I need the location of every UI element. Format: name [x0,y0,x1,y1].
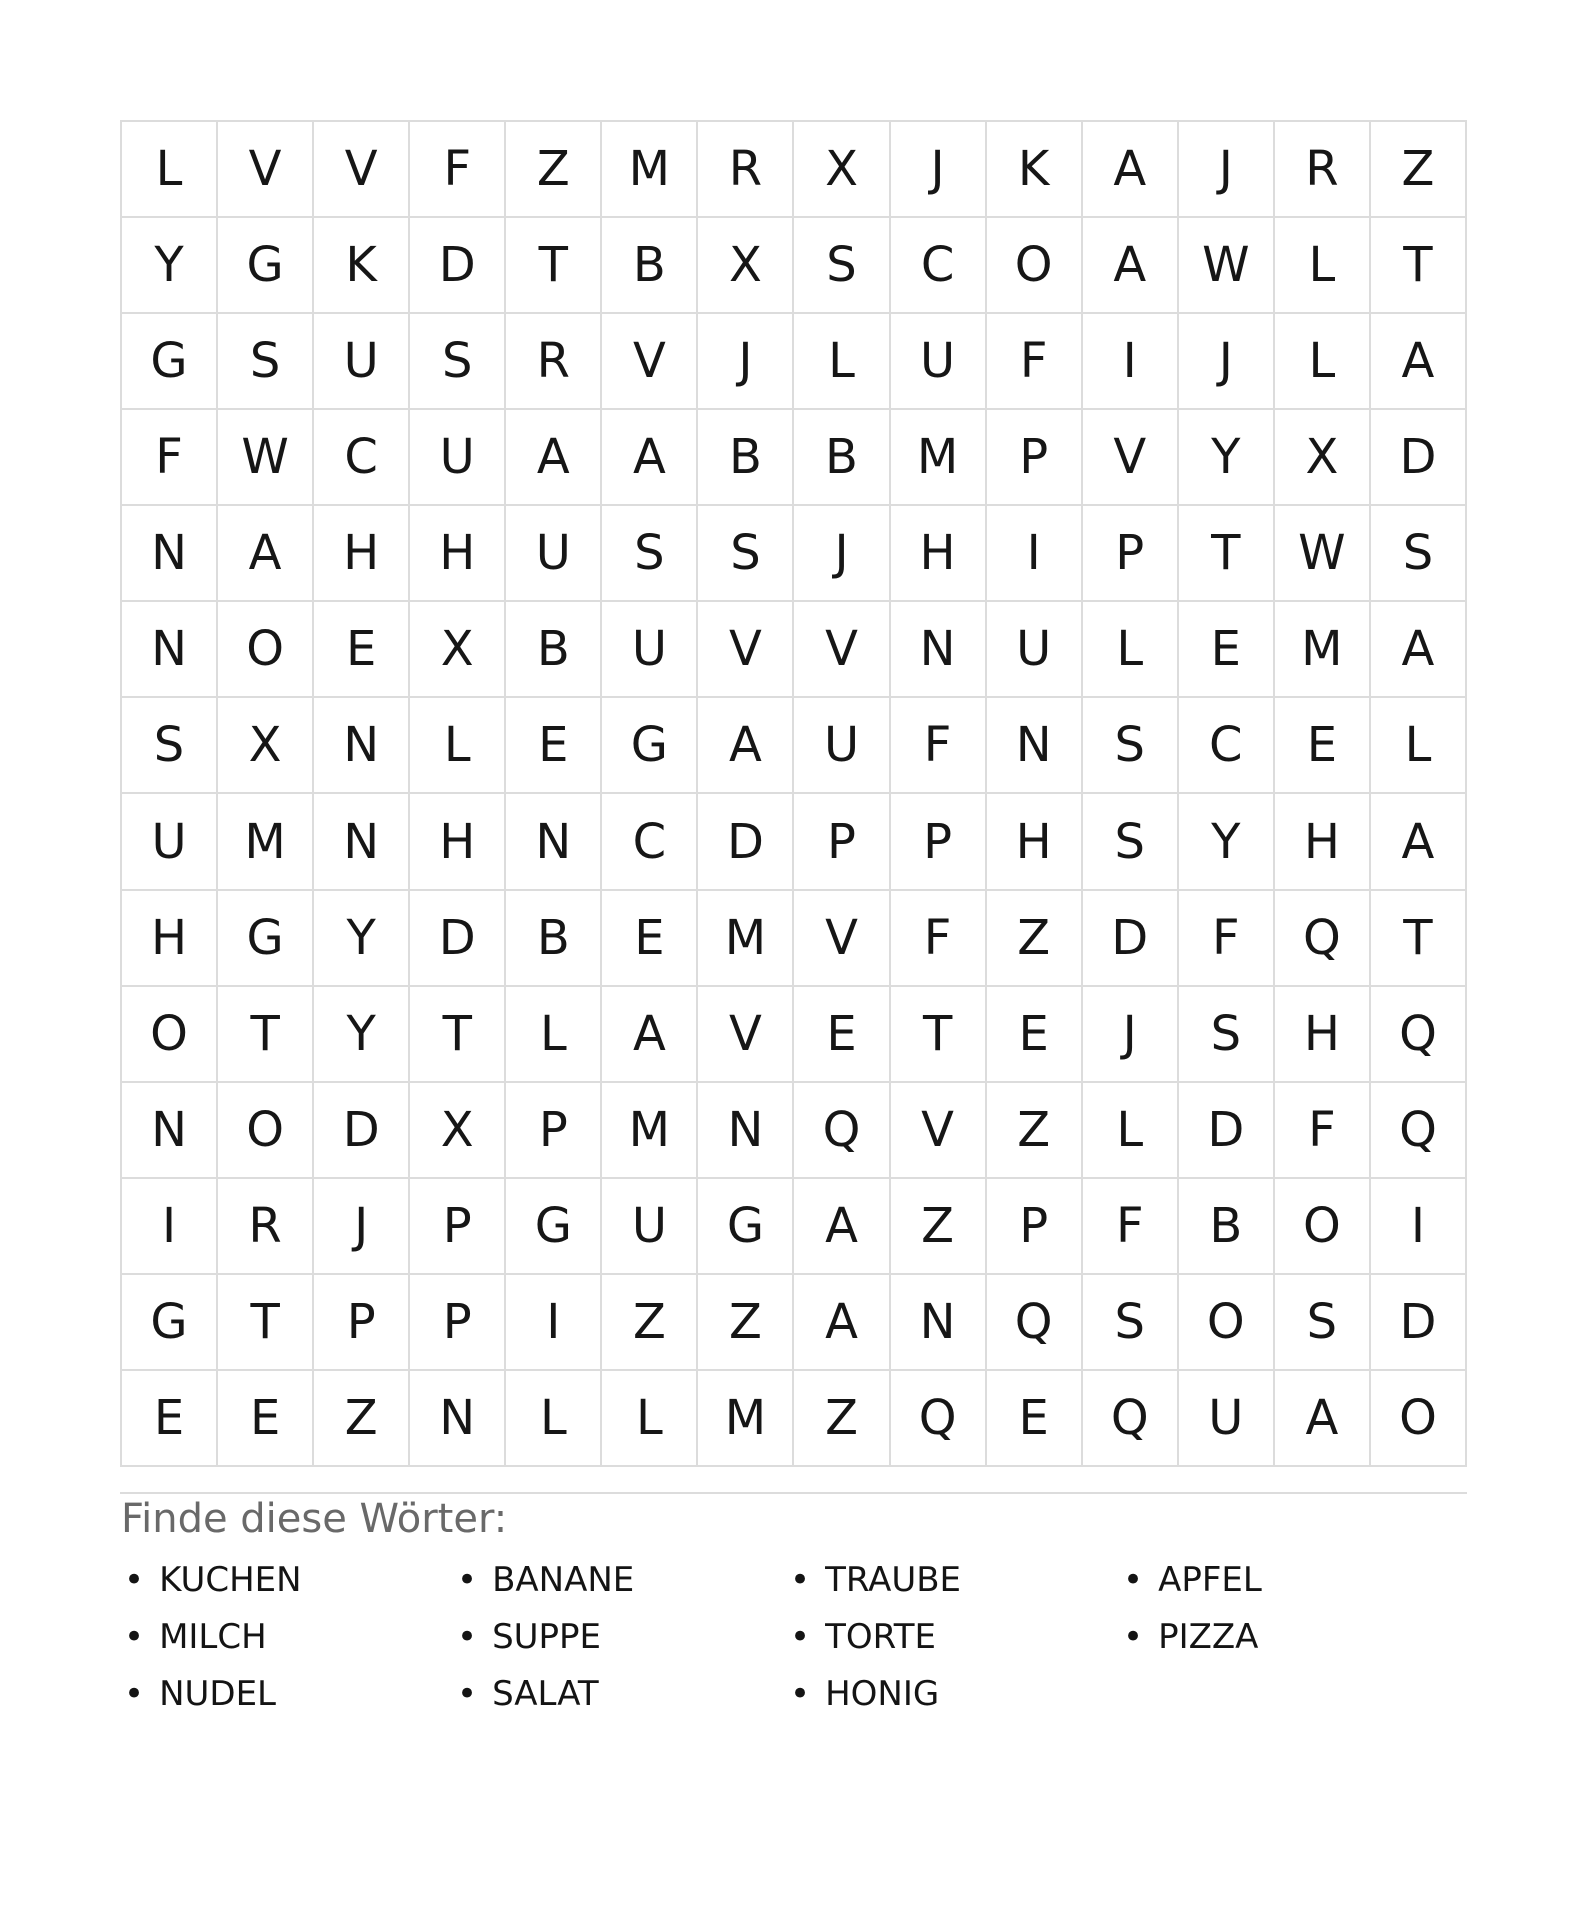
word-label: APFEL [1158,1559,1262,1600]
grid-cell[interactable]: O [1179,1275,1273,1369]
grid-cell[interactable]: N [698,1083,792,1177]
grid-cell[interactable]: M [698,891,792,985]
grid-cell[interactable]: F [987,314,1081,408]
word-list-column [1123,1551,1456,1722]
grid-cell[interactable]: E [794,987,888,1081]
bullet-icon: • [457,1616,478,1657]
grid-cell[interactable]: Z [987,891,1081,985]
grid-cell[interactable]: L [122,122,216,216]
bullet-icon: • [1123,1559,1144,1600]
grid-cell[interactable]: V [218,122,312,216]
grid-cell[interactable]: Z [987,1083,1081,1177]
grid-cell[interactable]: R [506,314,600,408]
word-list-heading: Finde diese Wörter: [121,1496,508,1542]
grid-cell[interactable]: B [506,602,600,696]
word-list-item [124,1665,457,1722]
word-list-item [457,1608,790,1665]
grid-cell[interactable]: C [314,410,408,504]
grid-cell[interactable]: D [698,794,792,888]
grid-cell[interactable]: K [987,122,1081,216]
grid-cell[interactable]: T [1371,891,1465,985]
grid-cell[interactable]: E [1275,698,1369,792]
grid-cell[interactable]: N [891,602,985,696]
grid-cell[interactable]: B [698,410,792,504]
grid-cell[interactable]: F [1275,1083,1369,1177]
grid-cell[interactable]: U [410,410,504,504]
grid-cell[interactable]: E [314,602,408,696]
grid-cell[interactable]: T [218,987,312,1081]
bullet-icon: • [790,1616,811,1657]
grid-cell[interactable]: N [122,506,216,600]
grid-cell[interactable]: C [602,794,696,888]
grid-cell[interactable]: E [1179,602,1273,696]
grid-cell[interactable]: L [1083,1083,1177,1177]
grid-cell[interactable]: P [987,1179,1081,1273]
word-list-item [790,1608,1123,1665]
grid-cell[interactable]: A [218,506,312,600]
grid-cell[interactable]: I [122,1179,216,1273]
grid-cell[interactable]: H [1275,987,1369,1081]
word-label: SUPPE [492,1616,602,1657]
grid-cell[interactable]: F [1179,891,1273,985]
separator-line [120,1492,1467,1494]
grid-cell[interactable]: G [218,218,312,312]
grid-cell[interactable]: G [698,1179,792,1273]
grid-cell[interactable]: J [794,506,888,600]
grid-cell[interactable]: L [506,1371,600,1465]
grid-cell[interactable]: U [891,314,985,408]
grid-cell[interactable]: U [1179,1371,1273,1465]
grid-cell[interactable]: J [1179,314,1273,408]
word-list-item [1123,1551,1456,1608]
grid-cell[interactable]: V [698,602,792,696]
grid-cell[interactable]: V [891,1083,985,1177]
grid-cell[interactable]: T [410,987,504,1081]
grid-cell[interactable]: L [1275,314,1369,408]
bullet-icon: • [457,1559,478,1600]
bullet-icon: • [457,1673,478,1714]
word-label: PIZZA [1158,1616,1259,1657]
grid-cell[interactable]: L [1371,698,1465,792]
grid-cell[interactable]: B [794,410,888,504]
grid-cell[interactable]: V [314,122,408,216]
grid-cell[interactable]: N [314,794,408,888]
grid-cell[interactable]: Y [1179,410,1273,504]
grid-cell[interactable]: U [794,698,888,792]
grid-cell[interactable]: S [218,314,312,408]
word-label: TORTE [825,1616,936,1657]
grid-cell[interactable]: Z [602,1275,696,1369]
grid-cell[interactable]: S [1371,506,1465,600]
word-label: SALAT [492,1673,599,1714]
grid-cell[interactable]: Y [314,987,408,1081]
grid-cell[interactable]: U [987,602,1081,696]
grid-cell[interactable]: Q [1275,891,1369,985]
grid-cell[interactable]: Q [987,1275,1081,1369]
grid-cell[interactable]: L [1275,218,1369,312]
grid-cell[interactable]: P [506,1083,600,1177]
grid-cell[interactable]: X [698,218,792,312]
grid-cell[interactable]: S [794,218,888,312]
grid-cell[interactable]: S [1179,987,1273,1081]
grid-cell[interactable]: N [987,698,1081,792]
grid-cell[interactable]: A [602,410,696,504]
bullet-icon: • [124,1616,145,1657]
grid-cell[interactable]: P [891,794,985,888]
bullet-icon: • [124,1559,145,1600]
grid-cell[interactable]: O [122,987,216,1081]
grid-cell[interactable]: N [122,602,216,696]
grid-cell[interactable]: U [122,794,216,888]
grid-cell[interactable]: I [1083,314,1177,408]
grid-cell[interactable]: W [1275,506,1369,600]
grid-cell[interactable]: C [1179,698,1273,792]
grid-cell[interactable]: P [794,794,888,888]
grid-cell[interactable]: N [314,698,408,792]
grid-cell[interactable]: D [1179,1083,1273,1177]
grid-cell[interactable]: F [1083,1179,1177,1273]
bullet-icon: • [790,1673,811,1714]
grid-cell[interactable]: A [1083,218,1177,312]
grid-cell[interactable]: Y [1179,794,1273,888]
bullet-icon: • [790,1559,811,1600]
grid-cell[interactable]: Q [1371,1083,1465,1177]
word-list [124,1551,1456,1722]
grid-cell[interactable]: H [410,794,504,888]
bullet-icon: • [124,1673,145,1714]
grid-cell[interactable]: T [218,1275,312,1369]
grid-cell[interactable]: I [1371,1179,1465,1273]
grid-cell[interactable]: V [794,602,888,696]
grid-cell[interactable]: L [506,987,600,1081]
grid-cell[interactable]: V [1083,410,1177,504]
grid-cell[interactable]: P [314,1275,408,1369]
word-label: BANANE [492,1559,635,1600]
grid-cell[interactable]: M [602,1083,696,1177]
grid-cell[interactable]: H [314,506,408,600]
grid-cell[interactable]: X [1275,410,1369,504]
word-label: KUCHEN [159,1559,302,1600]
grid-cell[interactable]: F [122,410,216,504]
grid-cell[interactable]: I [987,506,1081,600]
grid-cell[interactable]: A [1371,314,1465,408]
grid-cell[interactable]: D [1083,891,1177,985]
grid-cell[interactable]: T [1371,218,1465,312]
grid-cell[interactable]: D [314,1083,408,1177]
grid-cell[interactable]: T [506,218,600,312]
grid-cell[interactable]: H [1275,794,1369,888]
grid-cell[interactable]: Q [1371,987,1465,1081]
grid-cell[interactable]: Y [122,218,216,312]
grid-cell[interactable]: A [506,410,600,504]
grid-cell[interactable]: W [1179,218,1273,312]
grid-cell[interactable]: Z [891,1179,985,1273]
grid-cell[interactable]: M [891,410,985,504]
grid-cell[interactable]: N [506,794,600,888]
grid-cell[interactable]: D [410,891,504,985]
grid-cell[interactable]: O [1371,1371,1465,1465]
word-label: MILCH [159,1616,267,1657]
grid-cell[interactable]: B [602,218,696,312]
grid-cell[interactable]: F [410,122,504,216]
grid-cell[interactable]: M [1275,602,1369,696]
grid-cell[interactable]: A [1371,794,1465,888]
grid-cell[interactable]: U [506,506,600,600]
grid-cell[interactable]: V [602,314,696,408]
grid-cell[interactable]: H [987,794,1081,888]
grid-cell[interactable]: B [1179,1179,1273,1273]
grid-cell[interactable]: D [1371,1275,1465,1369]
grid-cell[interactable]: O [1275,1179,1369,1273]
grid-cell[interactable]: A [794,1275,888,1369]
grid-cell[interactable]: S [602,506,696,600]
grid-cell[interactable]: L [602,1371,696,1465]
grid-cell[interactable]: Q [794,1083,888,1177]
word-label: TRAUBE [825,1559,962,1600]
grid-cell[interactable]: A [1371,602,1465,696]
grid-cell[interactable]: P [410,1179,504,1273]
grid-cell[interactable]: K [314,218,408,312]
grid-cell[interactable]: O [218,1083,312,1177]
grid-cell[interactable]: S [1083,1275,1177,1369]
grid-cell[interactable]: G [506,1179,600,1273]
grid-cell[interactable]: S [410,314,504,408]
grid-cell[interactable]: P [1083,506,1177,600]
grid-cell[interactable]: A [1083,122,1177,216]
word-list-column [790,1551,1123,1722]
word-list-item [457,1551,790,1608]
grid-cell[interactable]: N [410,1371,504,1465]
grid-cell[interactable]: E [987,1371,1081,1465]
grid-cell[interactable]: B [506,891,600,985]
grid-cell[interactable]: L [1083,602,1177,696]
grid-cell[interactable]: N [122,1083,216,1177]
grid-cell[interactable]: J [891,122,985,216]
grid-cell[interactable]: Z [794,1371,888,1465]
word-label: NUDEL [159,1673,276,1714]
grid-cell[interactable]: U [314,314,408,408]
word-list-item [124,1551,457,1608]
grid-cell[interactable]: X [794,122,888,216]
grid-cell[interactable]: X [410,602,504,696]
grid-cell[interactable]: Z [1371,122,1465,216]
grid-cell[interactable]: G [218,891,312,985]
grid-cell[interactable]: A [1275,1371,1369,1465]
grid-cell[interactable]: T [1179,506,1273,600]
word-list-column [457,1551,790,1722]
grid-cell[interactable]: J [1083,987,1177,1081]
grid-cell[interactable]: S [1275,1275,1369,1369]
word-list-item [790,1665,1123,1722]
grid-cell[interactable]: W [218,410,312,504]
grid-cell[interactable]: L [410,698,504,792]
grid-cell[interactable]: J [698,314,792,408]
grid-cell[interactable]: X [410,1083,504,1177]
grid-cell[interactable]: J [1179,122,1273,216]
grid-cell[interactable]: A [602,987,696,1081]
grid-cell[interactable]: R [698,122,792,216]
word-list-column [124,1551,457,1722]
grid-cell[interactable]: O [987,218,1081,312]
word-list-item [1123,1608,1456,1665]
grid-cell[interactable]: L [794,314,888,408]
grid-cell[interactable]: Z [506,122,600,216]
grid-cell[interactable]: P [410,1275,504,1369]
grid-cell[interactable]: D [410,218,504,312]
grid-cell[interactable]: A [794,1179,888,1273]
grid-cell[interactable]: I [506,1275,600,1369]
word-list-item [790,1551,1123,1608]
grid-cell[interactable]: M [698,1371,792,1465]
grid-cell[interactable]: Q [891,1371,985,1465]
grid-cell[interactable]: Y [314,891,408,985]
grid-cell[interactable]: O [218,602,312,696]
grid-cell[interactable]: F [891,891,985,985]
grid-cell[interactable]: E [987,987,1081,1081]
grid-cell[interactable]: D [1371,410,1465,504]
word-list-item [457,1665,790,1722]
grid-cell[interactable]: H [891,506,985,600]
grid-cell[interactable]: F [891,698,985,792]
grid-cell[interactable]: E [218,1371,312,1465]
grid-cell[interactable]: P [987,410,1081,504]
grid-cell[interactable]: S [1083,794,1177,888]
grid-cell[interactable]: S [1083,698,1177,792]
grid-cell[interactable]: T [891,987,985,1081]
grid-cell[interactable]: E [122,1371,216,1465]
word-search-grid[interactable] [120,120,1467,1467]
grid-cell[interactable]: X [218,698,312,792]
grid-cell[interactable]: H [410,506,504,600]
grid-cell[interactable]: M [602,122,696,216]
grid-cell[interactable]: U [602,602,696,696]
grid-cell[interactable]: R [1275,122,1369,216]
grid-cell[interactable]: H [122,891,216,985]
bullet-icon: • [1123,1616,1144,1657]
grid-cell[interactable]: G [122,314,216,408]
grid-cell[interactable]: G [602,698,696,792]
grid-cell[interactable]: C [891,218,985,312]
grid-cell[interactable]: E [506,698,600,792]
grid-cell[interactable]: E [602,891,696,985]
word-label: HONIG [825,1673,940,1714]
grid-cell[interactable]: S [698,506,792,600]
grid-cell[interactable]: Z [698,1275,792,1369]
grid-cell[interactable]: N [891,1275,985,1369]
grid-cell[interactable]: M [218,794,312,888]
grid-cell[interactable]: R [218,1179,312,1273]
grid-cell[interactable]: U [602,1179,696,1273]
grid-cell[interactable]: Z [314,1371,408,1465]
grid-cell[interactable]: J [314,1179,408,1273]
grid-cell[interactable]: Q [1083,1371,1177,1465]
grid-cell[interactable]: A [698,698,792,792]
grid-cell[interactable]: V [698,987,792,1081]
grid-cell[interactable]: S [122,698,216,792]
grid-cell[interactable]: V [794,891,888,985]
word-list-item [124,1608,457,1665]
grid-cell[interactable]: G [122,1275,216,1369]
